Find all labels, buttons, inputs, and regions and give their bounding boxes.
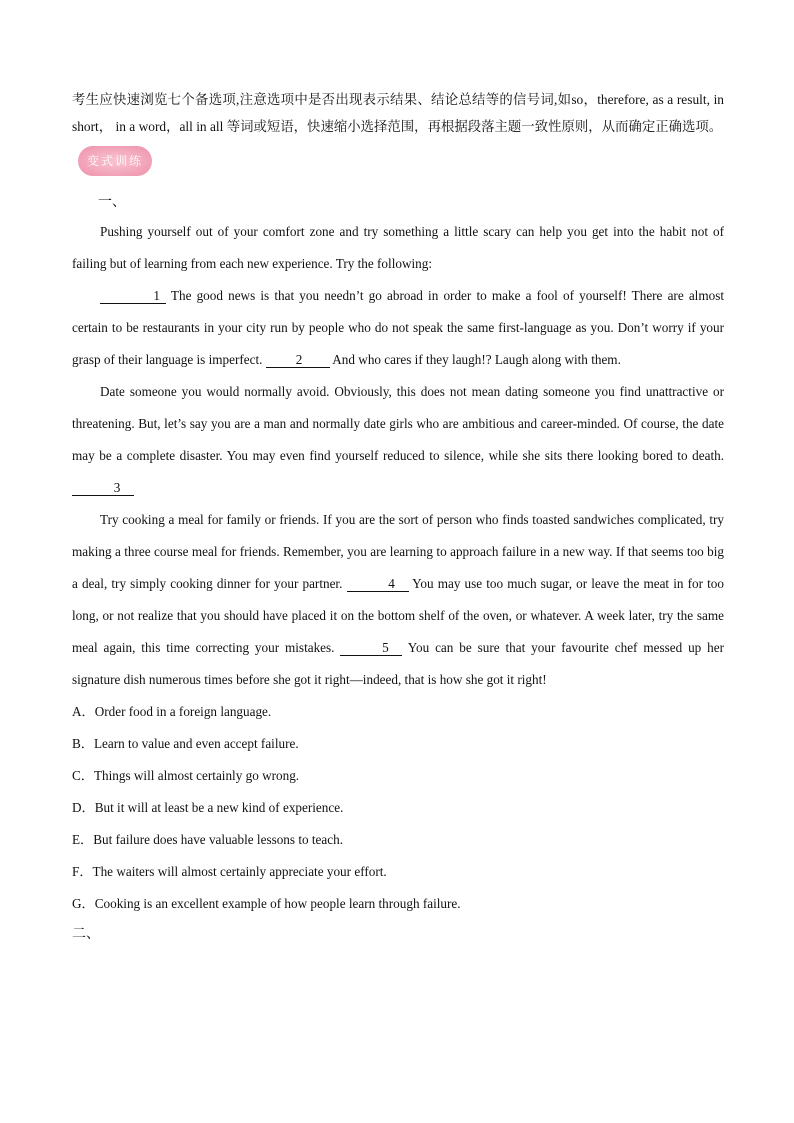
option-e: E．But failure does have valuable lessons to teach. [72,832,343,847]
variant-training-badge: 变式训练 [78,146,152,176]
option-f: F．The waiters will almost certainly appreciate your effort. [72,864,387,879]
blank-4[interactable]: 4 [347,577,409,592]
badge-row [72,146,724,180]
passage-paragraph-2 [72,280,724,376]
paragraph-4-text-a: Try cooking a meal for family or friends. If you are the sort of person who finds toasted sandwiches complicated, try making a three course meal for friends. Remember, you are learning to approach failure in a new way. If that seems too big a deal, try simply cooking dinner for your partner. [72,512,724,591]
blank-5[interactable]: 5 [340,641,402,656]
paragraph-3-text-a: Date someone you would normally avoid. Obviously, this does not mean dating someone you find unattractive or threatening. But, let’s say you are a man and normally date girls who are ambitious and career-minded. Of course, the date may be a complete disaster. You may even find yourself reduced to silence, while she sits there looking bored to death. [72,384,724,463]
option-c: C．Things will almost certainly go wrong. [72,768,300,783]
blank-3[interactable]: 3 [72,481,134,496]
paragraph-2-text-a: The good news is that you needn’t go abroad in order to make a fool of yourself! There are almost certain to be restaurants in your city run by people who do not speak the same first-language as you. Don’t worry if your grasp of their language is imperfect. [72,288,724,367]
paragraph-4-text-b: You may use too much sugar, or leave the meat in for too long, or not realize that you should have placed it on the bottom shelf of the oven, or whatever. A week later, try the same meal again, this time correcting your mistakes. [72,576,724,655]
blank-1[interactable]: 1 [100,289,166,304]
section-one-heading: 一、 [98,194,126,210]
option-d: D．But it will at least be a new kind of experience. [72,800,344,815]
paragraph-4-text-c: You can be sure that your favourite chef messed up her signature dish numerous times before she got it right—indeed, that is how she got it right! [72,640,724,687]
passage-paragraph-1: Pushing yourself out of your comfort zone and try something a little scary can help you get into the habit not of failing but of learning from each new experience. Try the following: [72,224,724,271]
paragraph-2-text-b: And who cares if they laugh!? Laugh along with them. [329,352,621,367]
option-g: G．Cooking is an excellent example of how people learn through failure. [72,896,461,911]
passage-paragraph-4 [72,504,724,696]
option-a: A．Order food in a foreign language. [72,704,272,719]
option-b: B．Learn to value and even accept failure. [72,736,299,751]
section-two-heading: 二、 [72,926,100,942]
intro-text: 考生应快速浏览七个备选项,注意选项中是否出现表示结果、结论总结等的信号词,如so，therefore, as a result, in short， in a word，all in all 等词或短语，快速缩小选择范围，再根据段落主题一致性原则，从而确定正确选项。 [72,92,724,134]
blank-2[interactable]: 2 [266,353,330,368]
document-page [72,86,724,948]
passage-paragraph-3 [72,376,724,504]
answer-options [72,696,724,920]
